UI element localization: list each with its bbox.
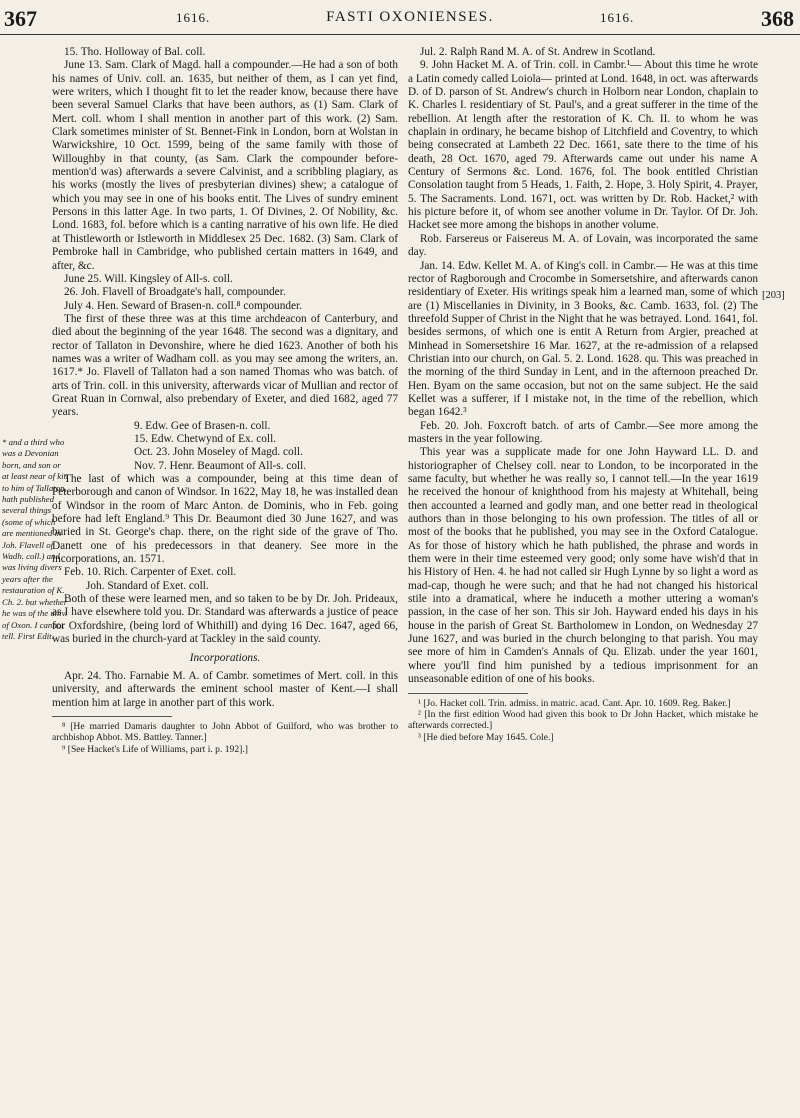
page-number-left: 367 — [4, 6, 37, 31]
year-left: 1616. — [176, 10, 211, 25]
page-number-right: 368 — [761, 6, 794, 31]
entry: 9. Edw. Gee of Brasen-n. coll. — [134, 419, 271, 432]
right-column — [408, 46, 758, 1106]
entry: Jul. 2. Ralph Rand M. A. of St. Andrew in Scotland. — [420, 46, 656, 58]
left-column — [52, 46, 398, 1106]
footnote: ¹ [Jo. Hacket coll. Trin. admiss. in matric. acad. Cant. Apr. 10. 1609. Reg. Baker.] — [418, 697, 731, 709]
year-right: 1616. — [600, 10, 635, 25]
entry: Both of these were learned men, and so taken to be by Dr. Joh. Prideaux, as I have elsewhere told you. Dr. Standard was afterwards a justice of peace for Oxfordshire, (being lord of Whithill) and dying 16 Dec. 1647, aged 66, was buried in the church-yard at Tackley in the said county. — [52, 593, 398, 646]
entry: Feb. 20. Joh. Foxcroft batch. of arts of Cambr.—See more among the masters in the year following. — [408, 419, 758, 445]
entry: Rob. Farsereus or Faisereus M. A. of Lovain, was incorporated the same day. — [408, 232, 758, 259]
entry: Apr. 24. Tho. Farnabie M. A. of Cambr. sometimes of Mert. coll. in this university, and afterwards the eminent school master of Kent.—I shall mention him at large in another part of this work. — [52, 669, 398, 709]
gutter-reference: [203] — [762, 290, 785, 301]
entry: June 13. Sam. Clark of Magd. hall a compounder.—He had a son of both his names of Univ. coll. an. 1635, but neither of them, as I can yet find, were writers, which I thought fit to let the reader know, because there have been several Samuel Clarks that have been authors, as (1) Sam. Clark of Mert. coll. whom I shall mention in another part of this work. (2) Sam. Clark sometimes minister of St. Bennet-Fink in London, born at Wolstan in Warwickshire, 10 Oct. 1599, being of the same family with those of Willoughby in that county, (as Sam. Clark the compounder before-mention'd was) afterwards a severe Calvinist, and a scribbling plagiary, as his works (mostly the lives of presbyterian divines) shew; a catalogue of which you may see in one of his books entit. The Lives of sundry eminent Persons in this latter Age. In two parts, 1. Of Divines, 2. Of Nobility, &c. Lond. 1683, fol. before which is a canting narrative of his own life. He died at Thistleworth or Istleworth in Middlesex 25 Dec. 1682. (3) Sam. Clark of Pembroke hall in Cambridge, who published certain matters in 1649, and after, &c. — [52, 59, 398, 272]
entry: The last of which was a compounder, being at this time dean of Peterborough and canon of Windsor. In 1622, May 18, he was installed dean of Windsor in the room of Marc Anton. de Dominis, who in Feb. going before had left England.⁹ This Dr. Beaumont died 30 June 1627, and was buried in St. George's chap. there, on the right side of the grave of Tho. Danett one of his predecessors in that deanery. See more in the incorporations, an. 1571. — [52, 473, 398, 566]
entry: 15. Tho. Holloway of Bal. coll. — [64, 46, 206, 58]
footnote-rule — [52, 716, 172, 717]
entry: Oct. 23. John Moseley of Magd. coll. — [134, 446, 303, 459]
entry: Feb. 10. Rich. Carpenter of Exet. coll. — [64, 566, 237, 579]
entry: 15. Edw. Chetwynd of Ex. coll. — [134, 432, 277, 445]
entry: Joh. Standard of Exet. coll. — [86, 579, 209, 592]
entry: July 4. Hen. Seward of Brasen-n. coll.⁸ compounder. — [64, 299, 302, 312]
running-title: FASTI OXONIENSES. — [326, 9, 494, 25]
footnote: ⁹ [See Hacket's Life of Williams, part i. p. 192].] — [62, 743, 248, 755]
page-header — [0, 0, 800, 34]
footnote: ⁸ [He married Damaris daughter to John Abbot of Guilford, who was brother to archbishop Abbot. MS. Battley. Tanner.] — [52, 720, 398, 744]
footnote: ² [In the first edition Wood had given this book to Dr John Hacket, which mistake he afterwards corrected.] — [408, 708, 758, 732]
entry: June 25. Will. Kingsley of All-s. coll. — [64, 272, 233, 285]
entry: This year was a supplicate made for one John Hayward LL. D. and historiographer of Chelsey coll. near to London, to be incorporated in the same faculty, but whether he was really so, I cannot tell.—In the year 1619 he received the honour of knighthood from his majesty at Whitehall, being then accounted a learned and godly man, and one better read in theological authors than in those belonging to his own profession. The titles of all or most of the books that he published, you may see in the Oxford Catalogue. As for those of history which he hath published, the phrase and words in them were in their time esteemed very good; only some have wish'd that in his History of Hen. 4. he had not called sir Hugh Lynne by so light a word as mad-cap, though he were such; and that he had not changed his historical stile into a dramatical, where he induceth a mother uttering a woman's passion, in the case of her son. This sir Joh. Hayward ended his days in his house in the parish of Great St. Bartholomew in London, on Wednesday 27 June 1627, and was buried in the church belonging to that parish. You may see more of him in Camden's Annals of Qu. Elizab. under the year 1601, where you'll find him punished by a tedious imprisonment for an unseasonable edition of one of his books. — [408, 446, 758, 686]
footnote: ³ [He died before May 1645. Cole.] — [418, 731, 554, 743]
section-heading: Incorporations. — [189, 652, 261, 665]
entry: Jan. 14. Edw. Kellet M. A. of King's coll. in Cambr.— He was at this time rector of Ragborough and Crocombe in Somersetshire, and afterwards canon residentiary of Exeter. His writings speak him a learned man, some of which are (1) Miscellanies in Divinity, in 3 Books, &c. Camb. 1633, fol. (2) The threefold Supper of Christ in the Night that he was betrayed. Lond. 1641, fol. besides sermons, of which one is entit A Return from Argier, preached at Minhead in Somersetshire 16 Mar. 1627, at the re-admission of a relapsed Christian into our church, on Gal. 5. 2. Lond. 1628. qu. This was preached in the morning of the third Sunday in Lent, and in the afternoon preached Dr. Hen. Byam on the same occasion, but not on the same subject. He the said Kellet was a sufferer, if I mistake not, in the time of the rebellion, which began 1642.³ — [408, 259, 758, 419]
header-rule — [0, 34, 800, 35]
entry: The first of these three was at this time archdeacon of Canterbury, and died about the beginning of the year 1648. The second was a dignitary, and rector of Tallaton in Devonshire, where he died 1623. Another of both his names was a writer of Wadham coll. as you may see among the writers, an. 1617.* Jo. Flavell of Tallaton had a son named Thomas who was batch. of arts of Trin. coll. in this university, afterwards vicar of Mullian and rector of Great Ruan in Cornwal, also prebendary of Exeter, and died 1682, aged 77 years. — [52, 312, 398, 419]
footnote-rule — [408, 693, 528, 694]
entry: 26. Joh. Flavell of Broadgate's hall, compounder. — [64, 286, 286, 299]
entry: Nov. 7. Henr. Beaumont of All-s. coll. — [134, 459, 307, 472]
margin-note: * and a third who was a Devonian born, and son or at least near of kin to him of Tallaton, hath published several things (some of which are mentioned in Joh. Flavell of Wadh. coll.) and was living divers years after the restauration of K. Ch. 2. but whether he was of the univ. of Oxon. I cannot tell. First Edit. — [2, 437, 68, 641]
entry: 9. John Hacket M. A. of Trin. coll. in Cambr.¹— About this time he wrote a Latin comedy called Loiola— printed at Lond. 1648, in oct. was afterwards D. of D. parson of St. Andrew's church in Holborn near London, chaplain to K. Charles I. residentiary of St. Paul's, and a great sufferer in the time of the rebellion. At length after the restoration of K. Ch. II. to whom he was chaplain in ordinary, he became bishop of Litchfield and Coventry, to which being consecrated at Lambeth 22 Dec. 1661, sate there to the time of his death, 28 Oct. 1670, aged 79. Afterwards came out under his name A Century of Sermons &c. Lond. 1676, fol. The book entitled Christian Consolation taught from 5 Heads, 1. Faith, 2. Hope, 3. Holy Spirit, 4. Prayer, 5. The Sacraments. Lond. 1671, oct. was written by Dr. Rob. Hacket,² with his picture before it, of whom see another volume in Dr. Taylor. Of Dr. Joh. Hacket see more among the bishops in another volume. — [408, 59, 758, 232]
